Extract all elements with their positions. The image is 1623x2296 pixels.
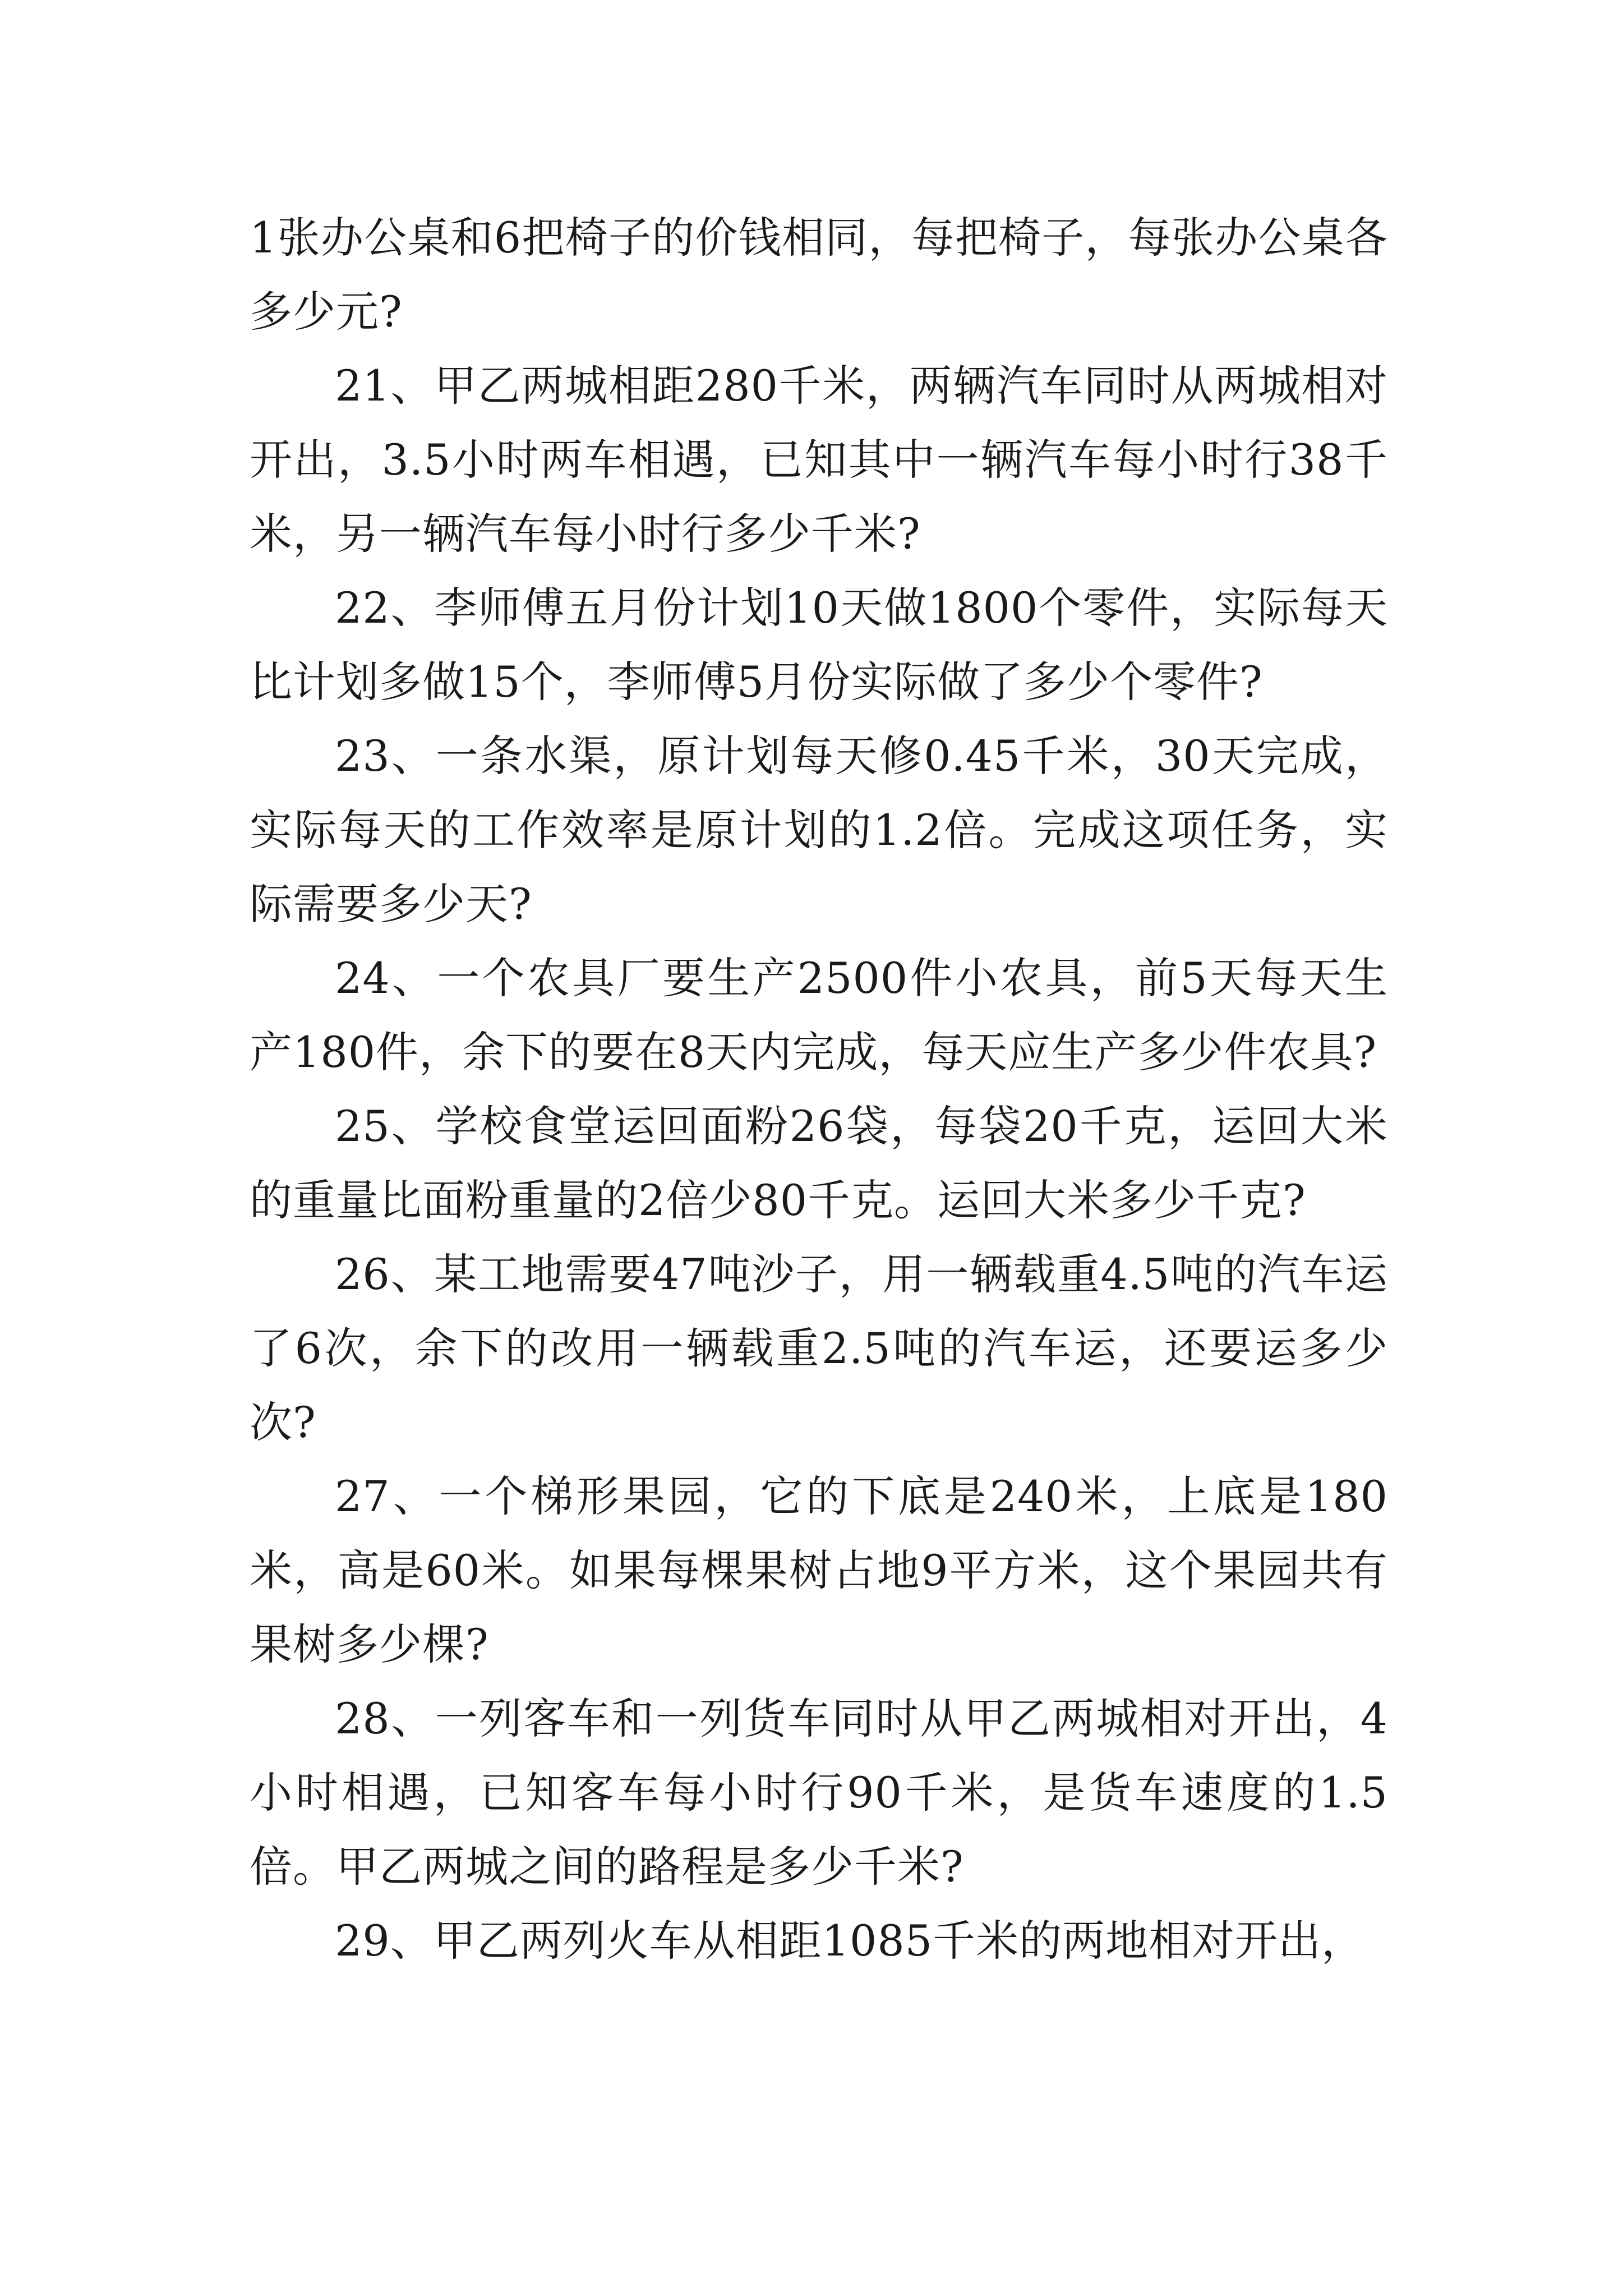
problem-paragraph-23: 23、一条水渠，原计划每天修0.45千米，30天完成，实际每天的工作效率是原计划的1.2倍。完成这项任务，实际需要多少天? [250,731,1388,929]
problem-paragraph-20-continued: 1张办公桌和6把椅子的价钱相同，每把椅子，每张办公桌各多少元? [250,213,1388,337]
problem-paragraph-24: 24、一个农具厂要生产2500件小农具，前5天每天生产180件，余下的要在8天内完成，每天应生产多少件农具? [250,953,1388,1077]
problem-text-block [250,201,1388,1978]
problem-paragraph-22: 22、李师傅五月份计划10天做1800个零件，实际每天比计划多做15个，李师傅5月份实际做了多少个零件? [250,583,1388,707]
problem-paragraph-25: 25、学校食堂运回面粉26袋，每袋20千克，运回大米的重量比面粉重量的2倍少80千克。运回大米多少千克? [250,1101,1388,1225]
problem-paragraph-28: 28、一列客车和一列货车同时从甲乙两城相对开出，4小时相遇，已知客车每小时行90千米，是货车速度的1.5倍。甲乙两城之间的路程是多少千米? [250,1694,1388,1892]
problem-paragraph-26: 26、某工地需要47吨沙子，用一辆载重4.5吨的汽车运了6次，余下的改用一辆载重2.5吨的汽车运，还要运多少次? [250,1249,1388,1447]
problem-paragraph-21: 21、甲乙两城相距280千米，两辆汽车同时从两城相对开出，3.5小时两车相遇，已知其中一辆汽车每小时行38千米，另一辆汽车每小时行多少千米? [250,361,1388,559]
problem-paragraph-29: 29、甲乙两列火车从相距1085千米的两地相对开出， [335,1916,1365,1966]
problem-paragraph-27: 27、一个梯形果园，它的下底是240米，上底是180米，高是60米。如果每棵果树占地9平方米，这个果园共有果树多少棵? [250,1471,1388,1669]
